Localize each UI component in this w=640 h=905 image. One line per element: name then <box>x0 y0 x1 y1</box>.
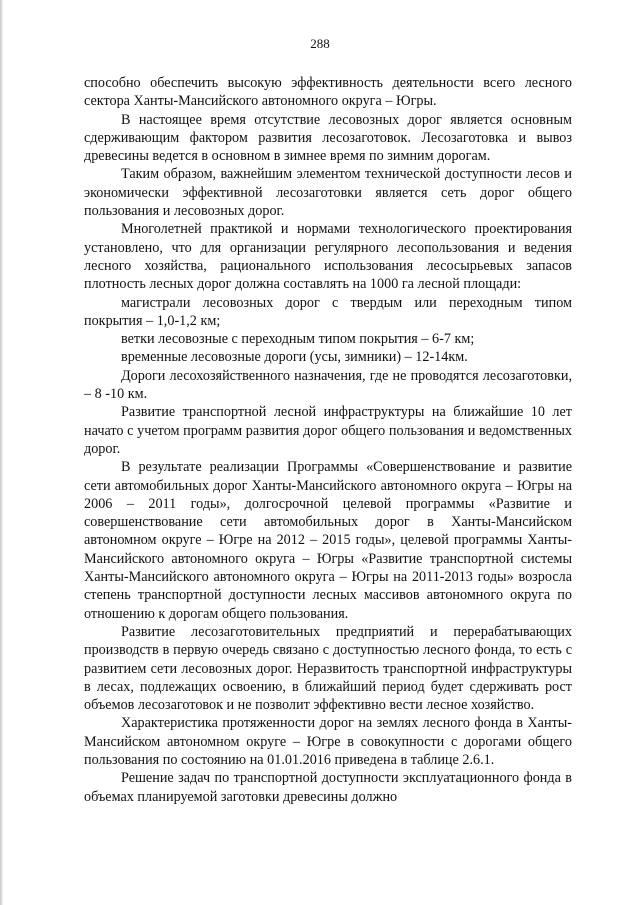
body-text <box>84 74 572 806</box>
scan-edge <box>0 0 3 905</box>
paragraph: Многолетней практикой и нормами технологического проектирования установлено, что для организации регулярного лесопользования и ведения лесного хозяйства, рационального использования лесосырьевых запасов плотность лесных дорог должна составлять на 1000 га лесной площади: <box>84 221 572 293</box>
paragraph: способно обеспечить высокую эффективность деятельности всего лесного сектора Ханты-Мансийского автономного округа – Югры. <box>84 75 572 110</box>
list-paragraph: Дороги лесохозяйственного назначения, где не проводятся лесозаготовки, – 8 -10 км. <box>84 367 572 403</box>
paragraph: Характеристика протяженности дорог на землях лесного фонда в Ханты-Мансийском автономном округе – Югре в совокупности с дорогами общего пользования по состоянию на 01.01.2016 приведена в таблице 2.6.1. <box>84 715 572 768</box>
paragraph: В настоящее время отсутствие лесовозных дорог является основным сдерживающим фактором развития лесозаготовок. Лесозаготовка и вывоз древесины ведется в основном в зимнее время по зимним дорогам. <box>84 111 572 165</box>
paragraph: Решение задач по транспортной доступности эксплуатационного фонда в объемах планируемой заготовки древесины должно <box>84 770 572 805</box>
page-number: 288 <box>310 36 330 51</box>
list-paragraph: временные лесовозные дороги (усы, зимники) – 12-14км. <box>121 349 468 366</box>
list-paragraph: ветки лесовозные с переходным типом покрытия – 6-7 км; <box>121 331 475 348</box>
paragraph: В результате реализации Программы «Совершенствование и развитие сети автомобильных дорог Ханты-Мансийского автономного округа – Югры на 2006 – 2011 годы», долгосрочной целевой программы «Развитие и совершенствование сети автомобильных дорог в Ханты-Мансийском автономном округе – Югре на 2012 – 2015 годы», целевой программы Ханты-Мансийского автономного округа – Югры «Развитие транспортной системы Ханты-Мансийского автономного округа – Югры на 2011-2013 годы» возросла степень транспортной доступности лесных массивов автономного округа по отношению к дорогам общего пользования. <box>84 459 572 622</box>
paragraph: Развитие транспортной лесной инфраструктуры на ближайшие 10 лет начато с учетом программ развития дорог общего пользования и ведомственных дорог. <box>84 404 572 457</box>
list-paragraph: магистрали лесовозных дорог с твердым или переходным типом покрытия – 1,0-1,2 км; <box>84 294 572 329</box>
paragraph: Развитие лесозаготовительных предприятий и перерабатывающих производств в первую очередь связано с доступностью лесного фонда, то есть с развитием сети лесовозных дорог. Неразвитость транспортной инфраструктуры в лесах, подлежащих освоению, в ближайший период будет сдерживать рост объемов лесозаготовок и не позволит эффективно вести лесное хозяйство. <box>84 623 572 714</box>
paragraph: Таким образом, важнейшим элементом технической доступности лесов и экономически эффективной лесозаготовки является сеть дорог общего пользования и лесовозных дорог. <box>84 166 572 220</box>
